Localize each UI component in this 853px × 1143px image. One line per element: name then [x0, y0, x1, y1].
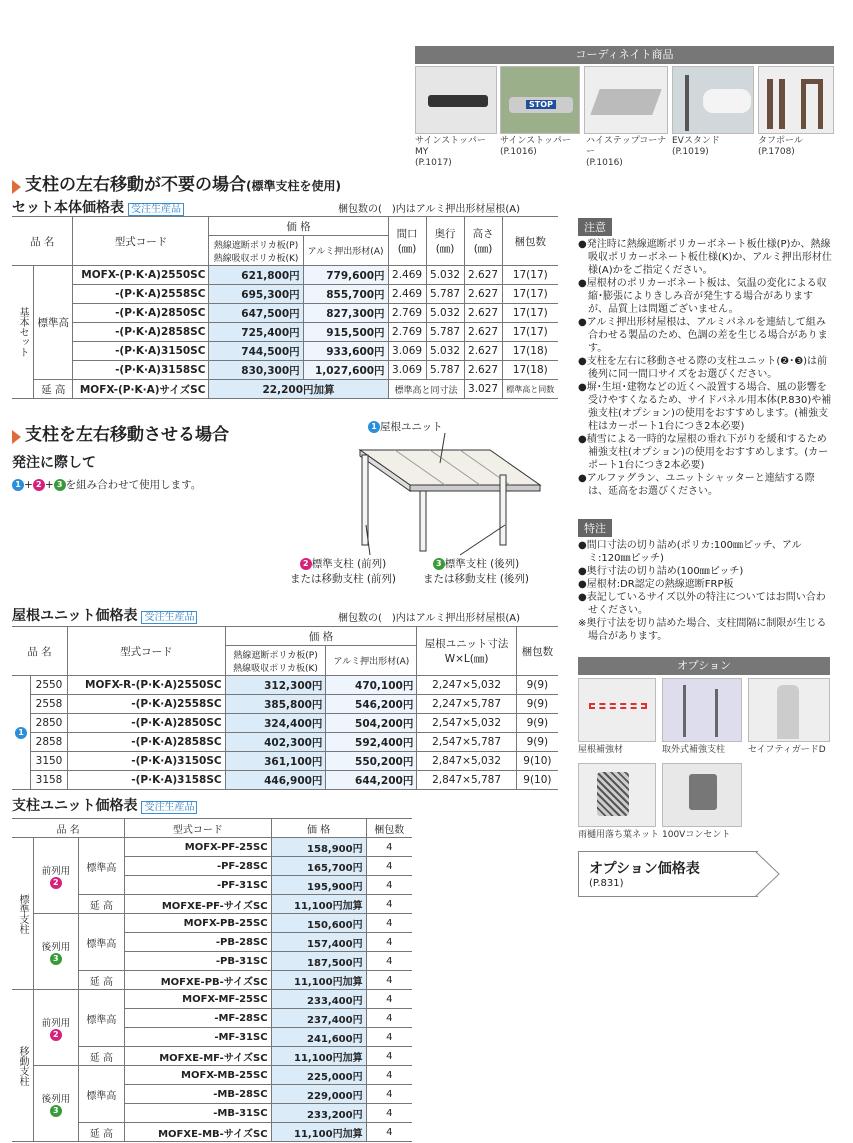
table-cell: MOFX-R-(P·K·A)2550SC — [68, 676, 226, 695]
table-cell: -(P·K·A)3158SC — [68, 771, 226, 790]
table-cell: 梱包数 — [366, 819, 412, 838]
table-cell: 644,200円 — [326, 771, 417, 790]
table-cell: 熱線遮断ポリカ板(P) 熱線吸収ポリカ板(K) — [225, 646, 326, 676]
table-cell: 4 — [366, 895, 412, 914]
product-image-high-step-corner — [584, 66, 668, 134]
table-cell: 4 — [366, 952, 412, 971]
coord-caption-5: タフポール (P.1708) — [758, 136, 803, 157]
table-cell: 233,400円 — [271, 990, 366, 1009]
table-cell: 前列用 2 — [34, 838, 79, 914]
table-cell: 1,027,600円 — [303, 361, 388, 380]
th-code: 型式コード — [73, 217, 209, 266]
table-cell: 後列用 3 — [34, 1066, 79, 1142]
table-cell: 4 — [366, 990, 412, 1009]
table-cell: 3150 — [31, 752, 68, 771]
table3-title: 支柱ユニット価格表 — [12, 798, 138, 814]
table-cell: 4 — [366, 1123, 412, 1142]
section1-subtitle: (標準支柱を使用) — [246, 179, 341, 193]
table-cell: MOFXE-PB-サイズSC — [125, 971, 271, 990]
table-cell: 4 — [366, 1009, 412, 1028]
num-1-icon: 1 — [12, 479, 24, 491]
coord-caption-4: EVスタンド (P.1019) — [672, 136, 720, 157]
table-cell: 2558 — [31, 695, 68, 714]
table-cell: 価 格 — [225, 627, 417, 646]
table-cell: -MF-28SC — [125, 1009, 271, 1028]
table-cell: 3.027 — [464, 380, 502, 399]
product-image-sign-stopper-my — [415, 66, 497, 134]
table-cell: 2,247×5,787 — [417, 695, 516, 714]
option-cap-3: セイフティガードD — [748, 745, 826, 755]
table-cell: 621,800円 — [209, 266, 303, 285]
table-cell: 2858 — [31, 733, 68, 752]
table-cell: 402,300円 — [225, 733, 326, 752]
table-cell: 225,000円 — [271, 1066, 366, 1085]
table-cell: 延 高 — [34, 380, 73, 399]
table-cell: 11,100円加算 — [271, 895, 366, 914]
option-image-removable-post — [662, 678, 742, 742]
table-cell: 標準高と同寸法 — [388, 380, 464, 399]
table-cell: 2,847×5,787 — [417, 771, 516, 790]
table-cell: 標準高と同数 — [502, 380, 558, 399]
table2-title: 屋根ユニット価格表 — [12, 608, 138, 624]
table-cell: 9(10) — [516, 752, 558, 771]
table-cell: -MF-31SC — [125, 1028, 271, 1047]
post-unit-price-table — [12, 818, 412, 1142]
option-cap-4: 雨樋用落ち葉ネット — [578, 830, 660, 840]
table-cell: 933,600円 — [303, 342, 388, 361]
table-cell: MOFXE-PF-サイズSC — [125, 895, 271, 914]
table-cell: -(P·K·A)2558SC — [73, 285, 209, 304]
product-image-sign-stopper — [500, 66, 580, 134]
table-cell: 4 — [366, 1066, 412, 1085]
th-dim: 屋根ユニット寸法 W×L(㎜) — [417, 627, 516, 676]
table-cell: 4 — [366, 933, 412, 952]
table-cell: -(P·K·A)3158SC — [73, 361, 209, 380]
table-cell: -(P·K·A)2558SC — [68, 695, 226, 714]
table-cell: 延 高 — [78, 895, 125, 914]
th-takasa: 高さ (㎜) — [464, 217, 502, 266]
table-cell: 9(9) — [516, 695, 558, 714]
table-cell: 312,300円 — [225, 676, 326, 695]
table-cell: 3.069 — [388, 342, 426, 361]
table-cell: 標準支柱 — [12, 838, 34, 990]
table-cell: 品 名 — [12, 819, 125, 838]
table-cell: 標準高 — [78, 914, 125, 971]
coordinate-header: コーディネイト商品 — [415, 46, 834, 64]
table-cell: -(P·K·A)2858SC — [73, 323, 209, 342]
table-cell: 4 — [366, 1047, 412, 1066]
table-cell: 9(9) — [516, 714, 558, 733]
table-cell: 延 高 — [78, 1047, 125, 1066]
table-cell: 5.787 — [426, 361, 464, 380]
product-image-ev-stand — [672, 66, 754, 134]
option-header: オプション — [578, 657, 830, 675]
coord-caption-3: ハイステップコーナー (P.1016) — [586, 136, 667, 168]
section2-title: 支柱を左右移動させる場合 — [25, 425, 229, 445]
table-row — [12, 380, 558, 399]
num-3-icon: 3 — [54, 479, 66, 491]
table-cell: 855,700円 — [303, 285, 388, 304]
table-cell: MOFX-MF-25SC — [125, 990, 271, 1009]
num-1-icon: 1 — [15, 727, 27, 739]
option-price-title: オプション価格表 — [589, 861, 700, 877]
table-cell: 827,300円 — [303, 304, 388, 323]
table-cell: -PB-31SC — [125, 952, 271, 971]
table-cell: アルミ押出形材(A) — [326, 646, 417, 676]
table-row — [12, 714, 558, 733]
table-cell: -PB-28SC — [125, 933, 271, 952]
th-konpo: 梱包数 — [502, 217, 558, 266]
table-cell: 17(17) — [502, 304, 558, 323]
table-cell: 361,100円 — [225, 752, 326, 771]
diagram-label-back: 3 標準支柱 (後列) または移動支柱 (後列) — [423, 558, 530, 585]
table-cell: 5.787 — [426, 323, 464, 342]
table1-heading — [12, 197, 184, 217]
num-2-icon: 2 — [33, 479, 45, 491]
table-cell: 229,000円 — [271, 1085, 366, 1104]
table-cell: 2.469 — [388, 266, 426, 285]
table-cell: 2,547×5,032 — [417, 714, 516, 733]
table-cell: 470,100円 — [326, 676, 417, 695]
table-cell: 385,800円 — [225, 695, 326, 714]
table-cell: 2550 — [31, 676, 68, 695]
table-cell: 830,300円 — [209, 361, 303, 380]
roof-unit-price-table — [12, 626, 558, 790]
table-cell: 4 — [366, 914, 412, 933]
table-row — [12, 304, 558, 323]
arrow-icon — [12, 180, 21, 194]
set-price-table — [12, 216, 558, 399]
table-cell: 標準高 — [78, 1066, 125, 1123]
table2-heading — [12, 605, 197, 625]
table-cell: 9(10) — [516, 771, 558, 790]
table-cell: 695,300円 — [209, 285, 303, 304]
table-cell: 446,900円 — [225, 771, 326, 790]
table-cell: 2,547×5,787 — [417, 733, 516, 752]
table-cell: 梱包数 — [516, 627, 558, 676]
table-cell: -MB-28SC — [125, 1085, 271, 1104]
table-row — [12, 323, 558, 342]
table-cell: 4 — [366, 838, 412, 857]
diagram-label-roof: 1 屋根ユニット — [368, 419, 443, 434]
table-cell: -MB-31SC — [125, 1104, 271, 1123]
table-cell: 4 — [366, 857, 412, 876]
section1-title: 支柱の左右移動が不要の場合 — [25, 175, 246, 195]
table-cell: 187,500円 — [271, 952, 366, 971]
arrow-icon — [12, 430, 21, 444]
table-row — [12, 676, 558, 695]
table-cell: 158,900円 — [271, 838, 366, 857]
table-cell: 延 高 — [78, 1123, 125, 1142]
table-cell: 11,100円加算 — [271, 971, 366, 990]
option-cap-1: 屋根補強材 — [578, 745, 624, 755]
table-cell: MOFXE-MF-サイズSC — [125, 1047, 271, 1066]
table-cell: 324,400円 — [225, 714, 326, 733]
diagram-label-front: 2 標準支柱 (前列) または移動支柱 (前列) — [290, 558, 397, 585]
table-cell: 4 — [366, 876, 412, 895]
table-cell: -(P·K·A)2850SC — [68, 714, 226, 733]
table-cell: 504,200円 — [326, 714, 417, 733]
made-to-order-tag: 受注生産品 — [128, 203, 184, 216]
table-cell: 2.627 — [464, 361, 502, 380]
section1-heading — [12, 170, 341, 195]
chevron-right-icon — [755, 851, 781, 897]
table-cell: 2.469 — [388, 285, 426, 304]
table-cell: MOFX-MB-25SC — [125, 1066, 271, 1085]
table-cell: 9(9) — [516, 676, 558, 695]
table-cell: 3.069 — [388, 361, 426, 380]
option-price-ref: (P.831) — [589, 878, 624, 889]
table-cell: 型式コード — [68, 627, 226, 676]
order-text: 1 + 2 + 3 を組み合わせて使用します。 — [12, 477, 201, 492]
table-cell: 標準高 — [78, 838, 125, 895]
table-cell: 2.769 — [388, 323, 426, 342]
table1-title: セット本体価格表 — [12, 200, 124, 216]
table-row — [12, 342, 558, 361]
table-row — [12, 695, 558, 714]
option-image-leaf-net — [578, 763, 656, 827]
table-cell: MOFX-(P·K·A)サイズSC — [73, 380, 209, 399]
table-row — [12, 752, 558, 771]
table-cell: -(P·K·A)3150SC — [68, 752, 226, 771]
th-okuyuki: 奥行 (㎜) — [426, 217, 464, 266]
group-label: 基本セット — [12, 266, 34, 399]
table-cell: 4 — [366, 1028, 412, 1047]
table-cell: 17(18) — [502, 342, 558, 361]
coord-caption-2: サインストッパー (P.1016) — [500, 136, 571, 157]
option-cap-2: 取外式補強支柱 — [662, 745, 726, 755]
option-price-link[interactable] — [578, 851, 758, 897]
table-cell: MOFX-(P·K·A)2550SC — [73, 266, 209, 285]
option-cap-5: 100Vコンセント — [662, 830, 731, 840]
option-image-outlet — [662, 763, 742, 827]
table-cell: 233,200円 — [271, 1104, 366, 1123]
tokuchu-notes: ●間口寸法の切り詰め(ポリカ:100㎜ピッチ、アルミ:120㎜ピッチ) ●奥行寸法の切り詰め(100㎜ピッチ) ●屋根材:DR認定の熱線遮断FRP板 ●表記しているサイズ以外の特注についてはお問い合わせください。 ※奥行寸法を切り詰めた場合、支柱間隔に制限が生じる場合があります。 — [578, 540, 827, 642]
th-price: 価 格 — [209, 217, 388, 236]
table-row — [12, 771, 558, 790]
table-cell: 価 格 — [271, 819, 366, 838]
sub-label: 標準高 — [34, 266, 73, 380]
table-cell: 17(17) — [502, 266, 558, 285]
table-cell: 195,900円 — [271, 876, 366, 895]
table-cell: 592,400円 — [326, 733, 417, 752]
table-cell: 17(18) — [502, 361, 558, 380]
table-row — [12, 361, 558, 380]
table-cell: 165,700円 — [271, 857, 366, 876]
table-cell: MOFXE-MB-サイズSC — [125, 1123, 271, 1142]
table-cell: 2.627 — [464, 323, 502, 342]
table-cell: 5.032 — [426, 266, 464, 285]
table1-note: 梱包数の( )内はアルミ押出形材屋根(A) — [338, 204, 521, 215]
stop-label: STOP — [526, 100, 556, 109]
table-cell: 2,847×5,032 — [417, 752, 516, 771]
table-cell: MOFX-PB-25SC — [125, 914, 271, 933]
table-cell: 3158 — [31, 771, 68, 790]
table-cell: 標準高 — [78, 990, 125, 1047]
option-image-safety-guard — [748, 678, 830, 742]
table-cell: 744,500円 — [209, 342, 303, 361]
table-cell: 4 — [366, 971, 412, 990]
table-cell: 647,500円 — [209, 304, 303, 323]
table-cell: 2850 — [31, 714, 68, 733]
order-title: 発注に際して — [12, 455, 96, 471]
table-cell: -PF-28SC — [125, 857, 271, 876]
table2-note: 梱包数の( )内はアルミ押出形材屋根(A) — [338, 613, 521, 624]
table-row — [12, 266, 558, 285]
table-cell: 241,600円 — [271, 1028, 366, 1047]
table-cell: -PF-31SC — [125, 876, 271, 895]
table-cell: 品 名 — [12, 627, 68, 676]
th-hinmei: 品 名 — [12, 217, 73, 266]
table-cell: 4 — [366, 1104, 412, 1123]
table-cell: 17(17) — [502, 285, 558, 304]
table-cell: 915,500円 — [303, 323, 388, 342]
th-maguchi: 間口 (㎜) — [388, 217, 426, 266]
table-cell: 550,200円 — [326, 752, 417, 771]
table-row — [12, 733, 558, 752]
option-image-roof-reinforce — [578, 678, 656, 742]
table-cell: 546,200円 — [326, 695, 417, 714]
table-row — [12, 285, 558, 304]
table-cell: 2.627 — [464, 266, 502, 285]
th-alumi: アルミ押出形材(A) — [303, 236, 388, 266]
table-cell: 157,400円 — [271, 933, 366, 952]
coord-caption-1: サインストッパーMY (P.1017) — [415, 136, 486, 168]
made-to-order-tag: 受注生産品 — [141, 611, 197, 624]
table-cell: 前列用 2 — [34, 990, 79, 1066]
table-cell: 型式コード — [125, 819, 271, 838]
table-cell: 2.769 — [388, 304, 426, 323]
table-cell: 22,200円加算 — [209, 380, 388, 399]
table-cell: 5.032 — [426, 342, 464, 361]
table-cell: 2.627 — [464, 304, 502, 323]
made-to-order-tag: 受注生産品 — [141, 801, 197, 814]
table-cell: 2,247×5,032 — [417, 676, 516, 695]
table-cell: 11,100円加算 — [271, 1047, 366, 1066]
table-cell: 17(17) — [502, 323, 558, 342]
table-cell: 11,100円加算 — [271, 1123, 366, 1142]
table-cell: -(P·K·A)3150SC — [73, 342, 209, 361]
table-cell: MOFX-PF-25SC — [125, 838, 271, 857]
table-cell: 5.032 — [426, 304, 464, 323]
chui-heading: 注意 — [578, 218, 612, 236]
table-cell: 移動支柱 — [12, 990, 34, 1142]
table-cell: 779,600円 — [303, 266, 388, 285]
product-image-tough-pole — [758, 66, 834, 134]
th-poly: 熱線遮断ポリカ板(P) 熱線吸収ポリカ板(K) — [209, 236, 303, 266]
table-cell: 延 高 — [78, 971, 125, 990]
table-cell: 9(9) — [516, 733, 558, 752]
section2-heading — [12, 420, 229, 445]
table-cell: 725,400円 — [209, 323, 303, 342]
table-cell: 2.627 — [464, 342, 502, 361]
table-cell — [12, 676, 31, 790]
table-cell: 237,400円 — [271, 1009, 366, 1028]
table-cell: -(P·K·A)2858SC — [68, 733, 226, 752]
table-cell: 後列用 3 — [34, 914, 79, 990]
table3-heading — [12, 795, 197, 815]
chui-notes: ●発注時に熱線遮断ポリカーボネート板仕様(P)か、熱線吸収ポリカーボネート板仕様(K)か、アルミ押出形材仕様(A)かをご指定ください。 ●屋根材のポリカーボネート板は、気温の変化による収縮･膨張によりきしみ音が発生する場合がありますが、品質上は問題ございません。 ●アルミ押出形材屋根は、アルミパネルを連結して組み合わせる製品のため、色調の差を生じる場合があります。 ●支柱を左右に移動させる際の支柱ユニット(❷･❸)は前後列に同一間口サイズをお選びください。 ●塀･生垣･建物などの近くへ設置する場合、風の影響を受けやすくなるため、サイドパネル用本体(P.830)や補強支柱(オプション)の使用をおすすめします。(補強支柱はカーポート1台につき2本必要) ●積雪による一時的な屋根の垂れ下がりを緩和するため補強支柱(オプション)の使用をおすすめします。(カーポート1台につき2本必要) ●アルファグラン、ユニットシャッターと連結する際は、延高をお選びください。 — [578, 239, 832, 497]
table-cell: -(P·K·A)2850SC — [73, 304, 209, 323]
table-cell: 2.627 — [464, 285, 502, 304]
table-cell: 150,600円 — [271, 914, 366, 933]
table-cell: 4 — [366, 1085, 412, 1104]
tokuchu-heading: 特注 — [578, 519, 612, 537]
table-cell: 5.787 — [426, 285, 464, 304]
